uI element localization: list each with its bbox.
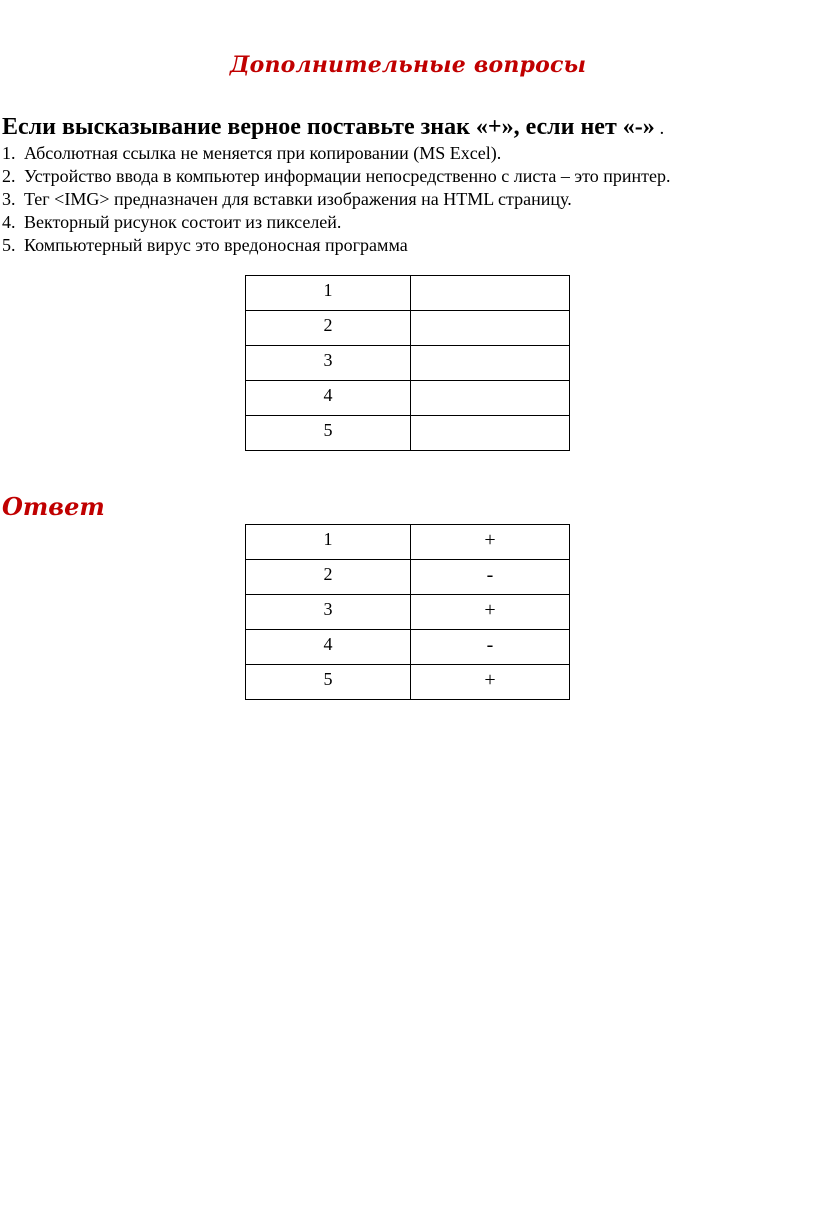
- row-number-cell: [246, 416, 411, 451]
- row-number-cell: [246, 560, 411, 595]
- row-number-cell: [246, 276, 411, 311]
- question-text: Устройство ввода в компьютер информации непосредственно с листа – это принтер.: [24, 166, 671, 186]
- page-title: Дополнительные вопросы: [229, 52, 587, 78]
- row-number: 4: [323, 634, 333, 654]
- instruction-tail: .: [654, 118, 665, 139]
- row-number-cell: [246, 665, 411, 700]
- answer-mark: +: [484, 669, 496, 691]
- question-item: [2, 234, 671, 257]
- question-number: 3.: [2, 189, 16, 209]
- question-number: 1.: [2, 143, 16, 163]
- question-table: [245, 275, 570, 451]
- table-row: [246, 630, 570, 665]
- row-number: 1: [323, 529, 333, 549]
- table-row: [246, 276, 570, 311]
- table-row: [246, 346, 570, 381]
- row-number: 2: [323, 564, 333, 584]
- question-item: [2, 165, 671, 188]
- answer-cell: [411, 630, 570, 665]
- answer-cell: [411, 311, 570, 346]
- question-text: Тег <IMG> предназначен для вставки изображения на HTML страницу.: [24, 189, 572, 209]
- answer-cell: [411, 525, 570, 560]
- row-number-cell: [246, 525, 411, 560]
- answer-mark: +: [484, 529, 496, 551]
- row-number: 2: [323, 315, 333, 335]
- questions-list: [2, 142, 671, 257]
- row-number: 1: [323, 280, 333, 300]
- instruction-main: Если высказывание верное поставьте знак «+», если нет «-»: [2, 114, 655, 140]
- row-number: 5: [323, 420, 333, 440]
- answer-mark: -: [486, 634, 494, 656]
- row-number-cell: [246, 630, 411, 665]
- table-row: [246, 525, 570, 560]
- question-item: [2, 211, 671, 234]
- question-number: 4.: [2, 212, 16, 232]
- table-row: [246, 595, 570, 630]
- answer-cell: [411, 665, 570, 700]
- question-text: Компьютерный вирус это вредоносная программа: [24, 235, 408, 255]
- row-number: 5: [323, 669, 333, 689]
- question-text: Абсолютная ссылка не меняется при копировании (MS Excel).: [24, 143, 502, 163]
- table-row: [246, 560, 570, 595]
- question-item: [2, 142, 671, 165]
- answer-cell: [411, 416, 570, 451]
- answer-mark: -: [486, 564, 494, 586]
- answer-table: [245, 524, 570, 700]
- table-row: [246, 665, 570, 700]
- answer-cell: [411, 276, 570, 311]
- answer-title: Ответ: [2, 492, 105, 521]
- question-text: Векторный рисунок состоит из пикселей.: [24, 212, 342, 232]
- answer-cell: [411, 595, 570, 630]
- table-row: [246, 381, 570, 416]
- question-number: 5.: [2, 235, 16, 255]
- question-number: 2.: [2, 166, 16, 186]
- row-number: 4: [323, 385, 333, 405]
- row-number: 3: [323, 599, 333, 619]
- table-row: [246, 416, 570, 451]
- row-number-cell: [246, 595, 411, 630]
- answer-mark: +: [484, 599, 496, 621]
- answer-cell: [411, 560, 570, 595]
- table-row: [246, 311, 570, 346]
- row-number-cell: [246, 311, 411, 346]
- answer-cell: [411, 346, 570, 381]
- row-number-cell: [246, 381, 411, 416]
- answer-cell: [411, 381, 570, 416]
- question-item: [2, 188, 671, 211]
- instruction-text: [2, 114, 664, 141]
- row-number-cell: [246, 346, 411, 381]
- row-number: 3: [323, 350, 333, 370]
